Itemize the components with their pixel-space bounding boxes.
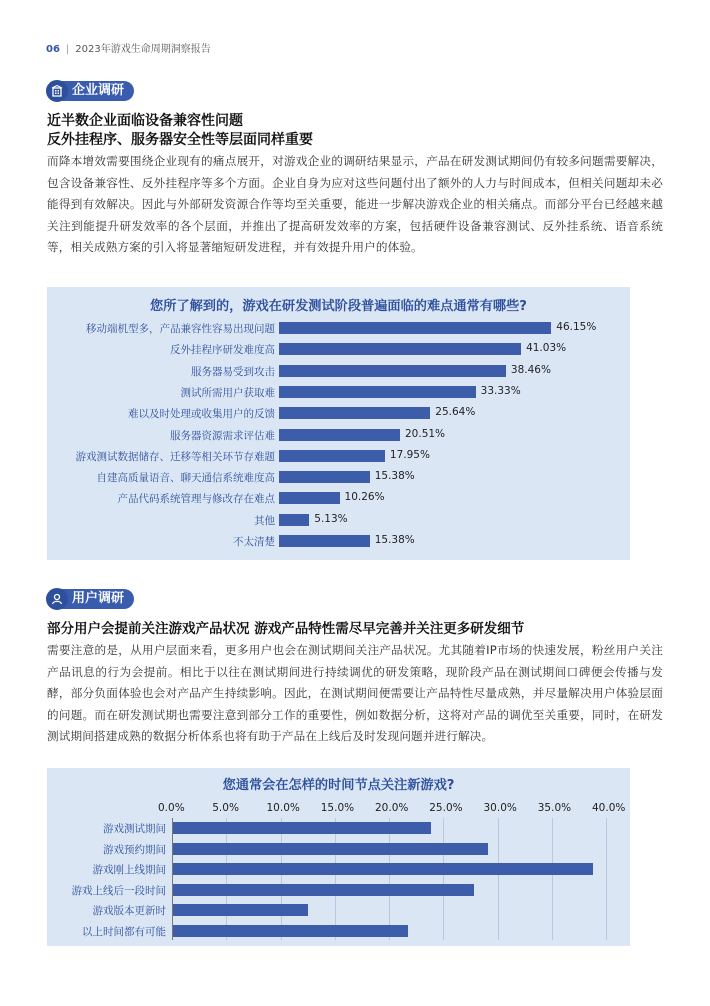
bar-category-label: 移动端机型多，产品兼容性容易出现问题 (86, 323, 275, 335)
bar-value-label: 15.38% (374, 534, 415, 546)
axis-tick-label: 30.0% (483, 802, 517, 814)
bar (279, 450, 385, 462)
bar-category-label: 产品代码系统管理与修改存在难点 (117, 493, 275, 506)
bar (279, 343, 521, 355)
axis-tick-label: 20.0% (375, 802, 409, 814)
difficulty-chart (47, 287, 630, 560)
gridline (552, 818, 553, 940)
bar-category-label: 游戏版本更新时 (92, 905, 166, 917)
section-tag-label: 企业调研 (58, 81, 134, 101)
chart2-title: 您通常会在怎样的时间节点关注新游戏? (222, 778, 455, 793)
axis-tick-label: 5.0% (212, 802, 239, 814)
bar-category-label: 服务器易受到攻击 (191, 365, 275, 378)
bar-value-label: 38.46% (510, 363, 551, 376)
section-tag-user (46, 588, 134, 610)
chart1-title: 您所了解到的，游戏在研发测试阶段普遍面临的难点通常有哪些? (150, 299, 527, 314)
bar-category-label: 游戏上线后一段时间 (71, 884, 166, 897)
bar (173, 843, 488, 855)
bar (173, 822, 431, 834)
bar-value-label: 5.13% (314, 512, 348, 525)
bar (173, 904, 308, 916)
section2-heading: 部分用户会提前关注游戏产品状况 游戏产品特性需尽早完善并关注更多研发细节 (47, 621, 525, 637)
bar (279, 429, 400, 441)
report-title: 2023年游戏生命周期洞察报告 (75, 44, 211, 55)
bar-value-label: 20.51% (405, 427, 446, 440)
gridline (281, 818, 282, 940)
gridline (606, 818, 607, 940)
bar (279, 365, 506, 377)
bar (279, 407, 430, 419)
bar-category-label: 测试所需用户获取难 (180, 386, 275, 399)
bar (173, 884, 474, 896)
bar-value-label: 10.26% (344, 491, 385, 504)
bar (279, 492, 340, 504)
bar (173, 925, 408, 937)
bar (279, 535, 370, 547)
bar-category-label: 难以及时处理或收集用户的反馈 (128, 408, 275, 421)
section2-paragraph: 需要注意的是，从用户层面来看，更多用户也会在测试期间关注产品状况。尤其随着IP市场的快速发展，粉丝用户关注产品讯息的行为会提前。相比于以往在测试期间进行持续调优的研发策略，现阶段产品在测试期间口碑便会传播与发酵，部分负面体验也会对产品产生持续影响。因此，在测试期间便需要让产品特性尽量成熟，并尽量解决用户体验层面的问题。而在研发测试期也需要注意到部分工作的重要性，例如数据分析，这将对产品的调优至关重要，同时，在研发测试期间搭建成熟的数据分析体系也将有助于产品在上线后及时发现问题并进行解决。 (47, 643, 663, 743)
section-tag-enterprise (46, 80, 134, 102)
attention-timing-chart (47, 768, 630, 946)
bar-category-label: 其他 (254, 514, 275, 527)
section1-heading-line1: 近半数企业面临设备兼容性问题 (47, 113, 243, 129)
axis-tick-label: 15.0% (320, 802, 355, 814)
bar-value-label: 15.38% (374, 470, 415, 483)
axis-tick-label: 25.0% (429, 802, 463, 814)
bar-value-label: 25.64% (435, 406, 476, 419)
axis-tick-label: 10.0% (266, 802, 300, 814)
bar (279, 471, 370, 483)
axis-tick-label: 35.0% (537, 802, 572, 814)
bar-category-label: 游戏刚上线期间 (92, 864, 166, 876)
bar-category-label: 游戏预约期间 (103, 843, 166, 856)
bar-value-label: 46.15% (556, 321, 597, 333)
bar-category-label: 不太清楚 (233, 536, 275, 548)
bar (279, 322, 551, 334)
header-separator: | (65, 44, 70, 55)
bar (173, 863, 593, 875)
bar-category-label: 自建高质量语音、聊天通信系统难度高 (96, 472, 275, 485)
bar-category-label: 服务器资源需求评估难 (170, 429, 275, 442)
gridline (226, 818, 227, 940)
enterprise-icon (46, 80, 68, 102)
bar-category-label: 以上时间都有可能 (82, 925, 166, 938)
bar-category-label: 游戏测试数据储存、迁移等相关环节存难题 (75, 450, 275, 463)
page-number: 06 (46, 44, 60, 55)
bar-value-label: 17.95% (389, 448, 430, 461)
bar (279, 514, 309, 526)
page-header (46, 40, 211, 55)
gridline (443, 818, 444, 940)
bar-value-label: 33.33% (480, 384, 521, 397)
bar-value-label: 41.03% (526, 342, 567, 355)
section-tag-label: 用户调研 (58, 589, 134, 609)
section1-paragraph: 而降本增效需要围绕企业现有的痛点展开，对游戏企业的调研结果显示，产品在研发测试期间仍有较多问题需要解决，包含设备兼容性、反外挂程序等多个方面。企业自身为应对这些问题付出了额外的人力与时间成本，但相关问题却未必能得到有效解决。因此与外部研发资源合作等均至关重要，能进一步解决游戏企业的相关痛点。而部分平台已经越来越关注到能提升研发效率的各个层面，并推出了提高研发效率的方案，包括硬件设备兼容测试、反外挂系统、语音系统等，相关成熟方案的引入将显著缩短研发进程，并有效提升用户的体验。 (47, 154, 663, 254)
bar-category-label: 游戏测试期间 (103, 823, 166, 835)
section1-heading-line2: 反外挂程序、服务器安全性等层面同样重要 (47, 132, 313, 148)
y-axis-line (172, 818, 173, 940)
bar-category-label: 反外挂程序研发难度高 (170, 344, 275, 357)
gridline (335, 818, 336, 940)
gridline (498, 818, 499, 940)
axis-tick-label: 0.0% (158, 802, 185, 814)
gridline (389, 818, 390, 940)
axis-tick-label: 40.0% (592, 802, 626, 814)
user-icon (46, 588, 68, 610)
bar (279, 386, 476, 398)
